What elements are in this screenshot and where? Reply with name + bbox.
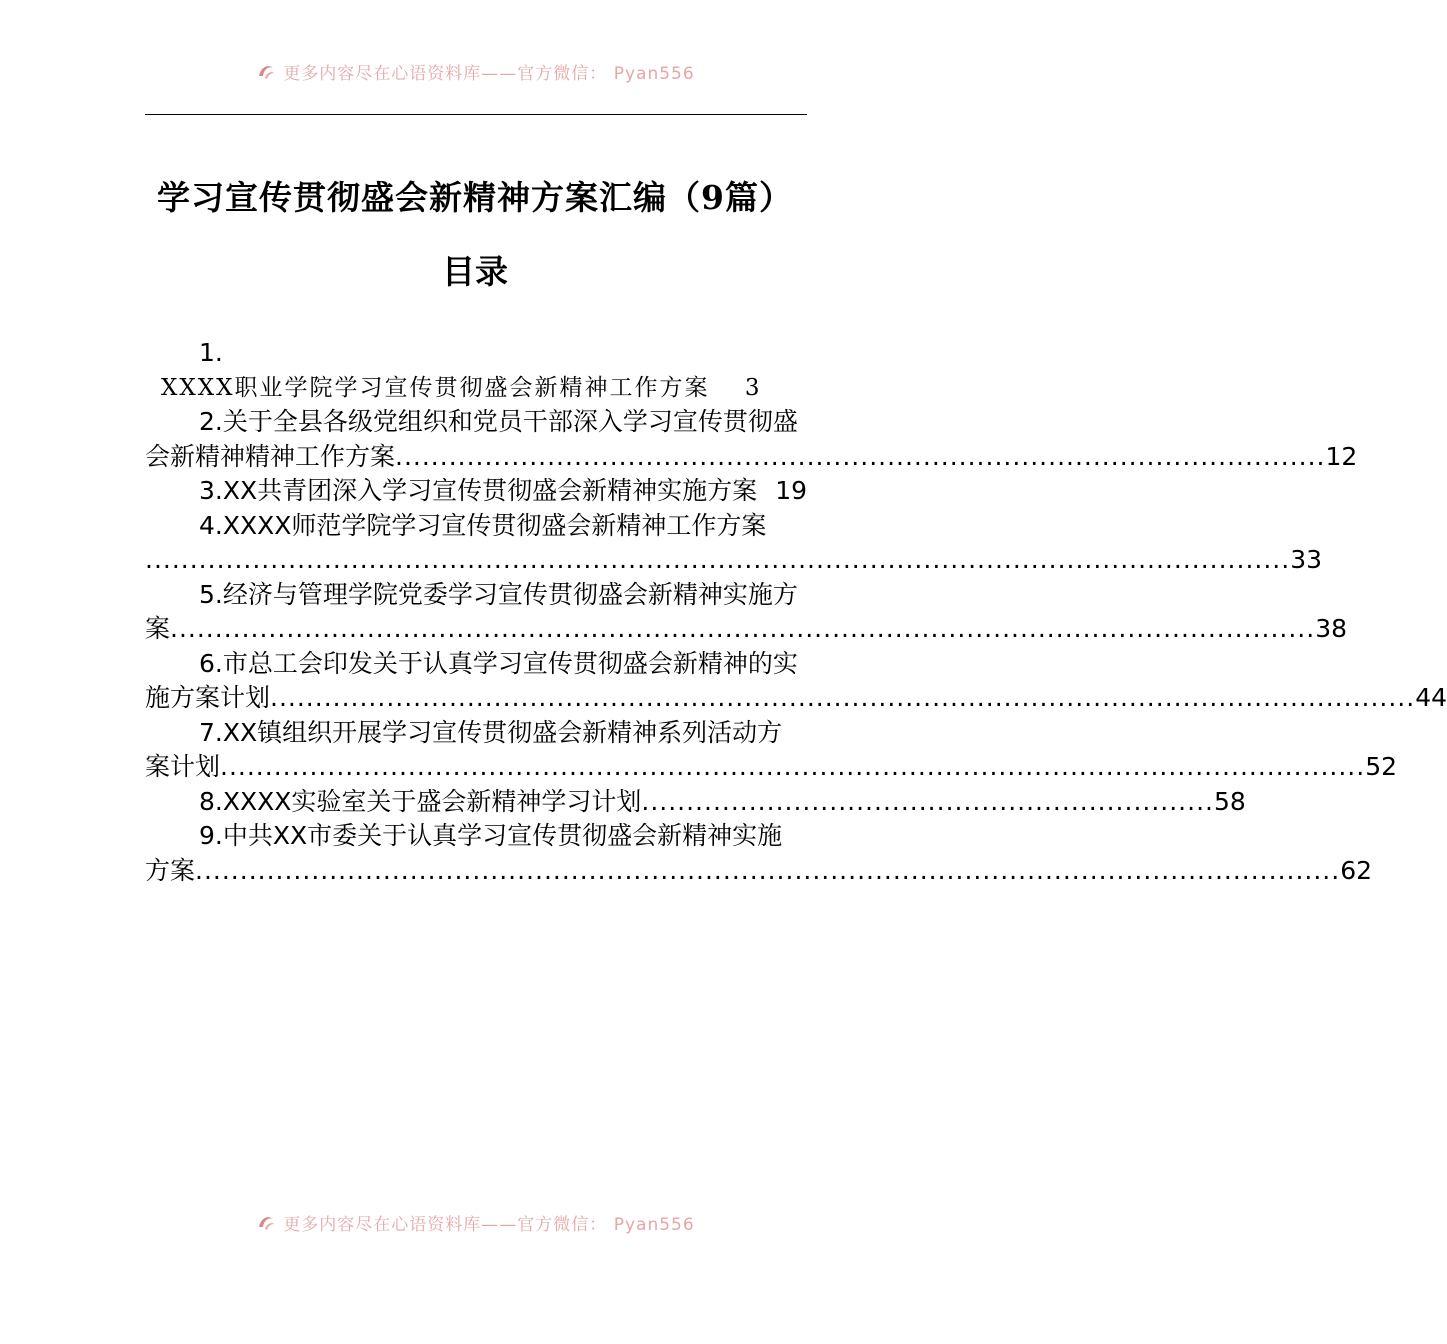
toc-item-4-line1[interactable]: 4.XXXX师范学院学习宣传贯彻盛会新精神工作方案 xyxy=(199,510,767,540)
toc-item-1-page: 3 xyxy=(744,374,762,401)
toc-item-8[interactable] xyxy=(145,785,1246,820)
toc-item-5-text: 案 xyxy=(145,614,171,643)
toc-item-3[interactable] xyxy=(145,474,807,509)
toc-item-6-page: 44 xyxy=(1415,683,1447,712)
toc-leader-dots: ................................................................ xyxy=(641,786,1214,816)
toc-item-7-text: 案计划 xyxy=(145,752,221,781)
toc-leader-dots: ................................................................................................................................ xyxy=(170,614,1316,643)
watermark-logo-icon xyxy=(255,60,277,82)
table-of-contents xyxy=(145,336,1447,888)
toc-item-2-text: 会新精神精神工作方案 xyxy=(145,441,396,471)
toc-item-3-page: 19 xyxy=(775,476,807,505)
toc-item-7-line1[interactable]: 7.XX镇组织开展学习宣传贯彻盛会新精神系列活动方 xyxy=(199,717,783,747)
toc-item-2-line1[interactable]: 2.关于全县各级党组织和党员干部深入学习宣传贯彻盛 xyxy=(199,407,798,436)
watermark-text: 更多内容尽在心语资料库——官方微信： Pyan556 xyxy=(283,63,695,84)
toc-item-7-page: 52 xyxy=(1365,752,1398,781)
toc-item-1-number: 1. xyxy=(199,338,223,367)
toc-leader-dots: ................................................................................................................................ xyxy=(145,545,1291,574)
toc-heading: 目录 xyxy=(442,252,508,291)
toc-item-4-line2[interactable] xyxy=(145,543,1322,578)
watermark-text: 更多内容尽在心语资料库——官方微信： Pyan556 xyxy=(283,1214,695,1235)
toc-item-9-line2[interactable] xyxy=(145,854,1373,889)
toc-item-8-page: 58 xyxy=(1213,786,1246,816)
document-title: 学习宣传贯彻盛会新精神方案汇编（9篇） xyxy=(157,178,793,217)
toc-item-1-text: XXXX职业学院学习宣传贯彻盛会新精神工作方案 xyxy=(161,374,710,401)
toc-item-7-line2[interactable] xyxy=(145,750,1398,785)
toc-item-3-text: 3.XX共青团深入学习宣传贯彻盛会新精神实施方案 xyxy=(199,476,758,505)
toc-item-2-page: 12 xyxy=(1325,441,1358,471)
toc-item-6-line1[interactable]: 6.市总工会印发关于认真学习宣传贯彻盛会新精神的实 xyxy=(199,648,798,678)
toc-item-9-text: 方案 xyxy=(145,855,196,885)
toc-leader-dots: ........................................................................................................ xyxy=(395,441,1326,471)
toc-item-5-line2[interactable] xyxy=(145,612,1348,647)
header-rule xyxy=(145,114,807,115)
toc-item-9-line1[interactable]: 9.中共XX市委关于认真学习宣传贯彻盛会新精神实施 xyxy=(199,821,783,850)
toc-item-8-text: 8.XXXX实验室关于盛会新精神学习计划 xyxy=(199,786,642,816)
toc-item-4-page: 33 xyxy=(1290,545,1322,574)
toc-item-5-line1[interactable]: 5.经济与管理学院党委学习宣传贯彻盛会新精神实施方 xyxy=(199,579,798,609)
toc-item-9-page: 62 xyxy=(1340,855,1373,885)
toc-item-1[interactable] xyxy=(145,371,807,406)
toc-item-6-line2[interactable] xyxy=(145,681,1447,716)
toc-item-5-page: 38 xyxy=(1315,614,1348,643)
toc-item-2-line2[interactable] xyxy=(145,440,1358,475)
toc-leader-dots: ................................................................................................................................ xyxy=(195,855,1341,885)
footer-watermark xyxy=(0,1207,950,1237)
toc-leader-dots: ................................................................................................................................ xyxy=(270,683,1416,712)
toc-leader-dots: ................................................................................................................................ xyxy=(220,752,1366,781)
watermark-logo-icon xyxy=(255,1211,277,1233)
toc-item-6-text: 施方案计划 xyxy=(145,683,271,712)
header-watermark xyxy=(0,56,950,86)
